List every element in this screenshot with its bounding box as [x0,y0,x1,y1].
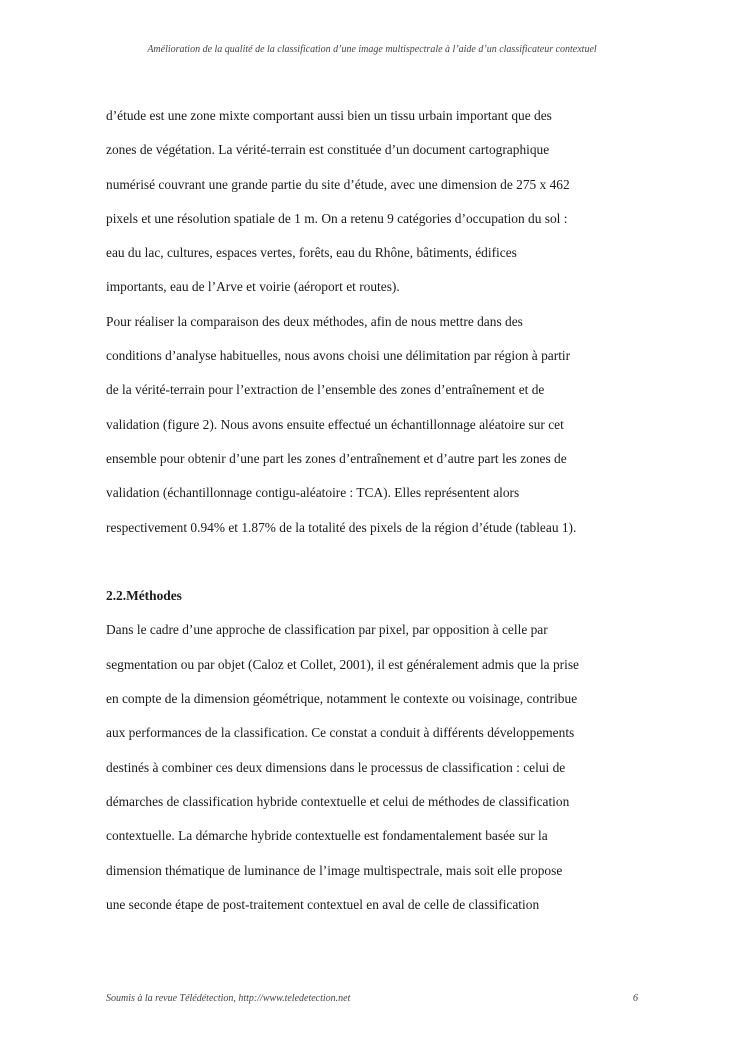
page-body [106,104,636,927]
text-line: d’étude est une zone mixte comportant aussi bien un tissu urbain important que des [106,108,552,123]
text-line: Pour réaliser la comparaison des deux méthodes, afin de nous mettre dans des [106,313,523,329]
text-line: conditions d’analyse habituelles, nous avons choisi une délimitation par région à partir [106,348,571,364]
running-header: Amélioration de la qualité de la classification d’une image multispectrale à l’aide d’un classificateur contextuel [147,44,597,55]
spacer [106,550,636,584]
paragraph-2 [106,310,636,550]
paragraph-3 [106,618,636,927]
text-line: ensemble pour obtenir d’une part les zones d’entraînement et d’autre part les zones de [106,450,567,466]
text-line: destinés à combiner ces deux dimensions dans le processus de classification : celui de [106,759,566,775]
text-line: de la vérité-terrain pour l’extraction de l’ensemble des zones d’entraînement et de [106,382,545,398]
text-line: validation (échantillonnage contigu-aléatoire : TCA). Elles représentent alors [106,485,520,501]
text-line: respectivement 0.94% et 1.87% de la totalité des pixels de la région d’étude (tableau 1). [106,519,577,535]
section-heading: 2.2.Méthodes [106,588,182,604]
footer-journal: Soumis à la revue Télédétection, http://www.teledetection.net [106,993,351,1004]
text-line: une seconde étape de post-traitement contextuel en aval de celle de classification [106,896,540,912]
text-line: pixels et une résolution spatiale de 1 m. On a retenu 9 catégories d’occupation du sol : [106,210,568,226]
text-line: eau du lac, cultures, espaces vertes, forêts, eau du Rhône, bâtiments, édifices [106,245,517,261]
text-line: importants, eau de l’Arve et voirie (aéroport et routes). [106,279,400,295]
text-line: numérisé couvrant une grande partie du site d’étude, avec une dimension de 275 x 462 [106,176,570,192]
text-line: aux performances de la classification. Ce constat a conduit à différents développements [106,725,575,741]
text-line: dimension thématique de luminance de l’image multispectrale, mais soit elle propose [106,862,563,878]
paragraph-1 [106,104,636,310]
text-line: contextuelle. La démarche hybride contextuelle est fondamentalement basée sur la [106,828,548,844]
page-number: 6 [633,993,638,1004]
text-line: en compte de la dimension géométrique, notamment le contexte ou voisinage, contribue [106,691,578,707]
text-line: validation (figure 2). Nous avons ensuite effectué un échantillonnage aléatoire sur cet [106,416,564,432]
text-line: zones de végétation. La vérité-terrain est constituée d’un document cartographique [106,142,550,158]
page-footer [106,993,638,1004]
text-line: démarches de classification hybride contextuelle et celui de méthodes de classification [106,793,570,809]
text-line: Dans le cadre d’une approche de classification par pixel, par opposition à celle par [106,622,548,638]
text-line: segmentation ou par objet (Caloz et Collet, 2001), il est généralement admis que la prise [106,656,580,672]
